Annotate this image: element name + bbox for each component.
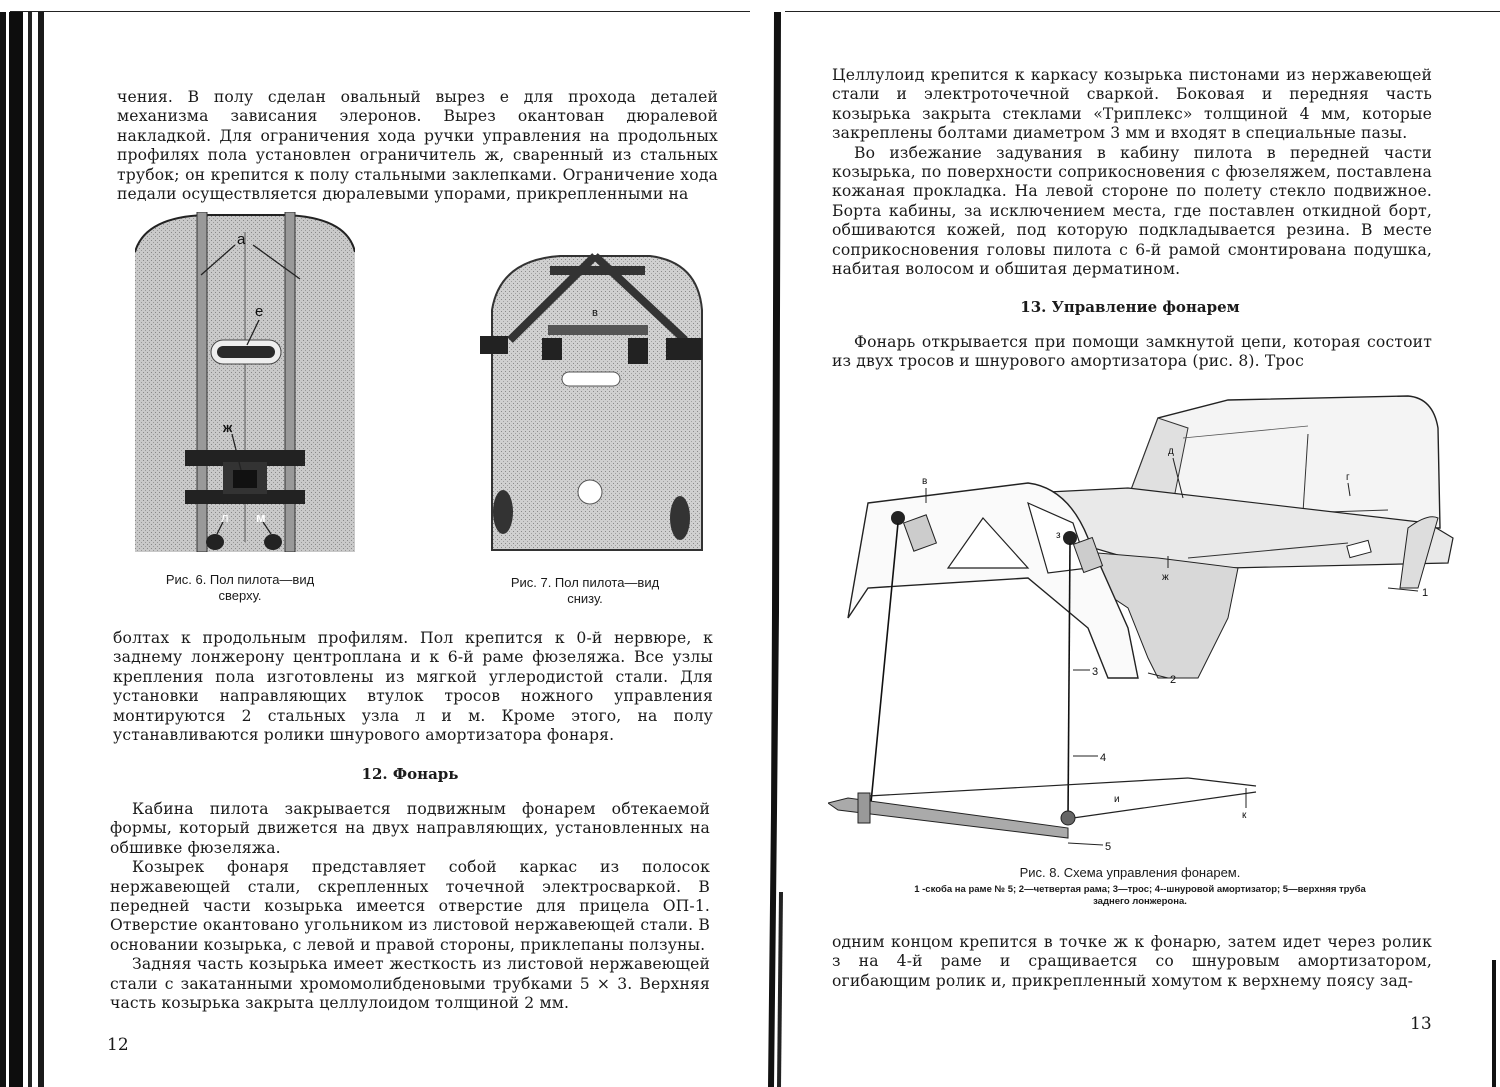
figure-8-label-d: д bbox=[1168, 446, 1174, 457]
figure-6-caption-line2: сверху. bbox=[218, 588, 262, 603]
figure-8-label-i: и bbox=[1114, 794, 1120, 805]
left-section-body bbox=[110, 800, 710, 1013]
figure-6-label-l: л bbox=[221, 510, 229, 525]
figure-8-legend-line2: заднего лонжерона. bbox=[1093, 896, 1187, 907]
paragraph-text: Кабина пилота закрывается подвижным фонарем обтекаемой формы, который движется на двух направляющих, установленных на обшивке фюзеляжа. bbox=[110, 800, 710, 857]
figure-8-label-v: в bbox=[922, 476, 928, 487]
figure-8-legend bbox=[840, 884, 1440, 908]
figure-8-label-1: 1 bbox=[1422, 587, 1429, 599]
figure-6-photo bbox=[135, 212, 355, 552]
paragraph-text: Фонарь открывается при помощи замкнутой цепи, которая состоит из двух тросов и шнурового амортизатора (рис. 8). Трос bbox=[832, 333, 1432, 371]
figure-8-label-3: 3 bbox=[1092, 666, 1099, 678]
figure-6-caption-line1: Рис. 6. Пол пилота—вид bbox=[165, 572, 315, 587]
figure-8-legend-line1: 1 -скоба на раме № 5; 2—четвертая рама; 3—трос; 4--шнуровой амортизатор; 5—верхняя труба bbox=[914, 884, 1366, 895]
paragraph-text: Задняя часть козырька имеет жесткость из листовой нержавеющей стали с закатанными хромомолибденовыми трубками 5 × 3. Верхняя часть козырька закрыта целлулоидом толщиной 2 мм. bbox=[110, 955, 710, 1013]
figure-8-caption: Рис. 8. Схема управления фонарем. bbox=[1019, 865, 1241, 880]
figure-8-label-5: 5 bbox=[1105, 841, 1112, 853]
figure-7-photo bbox=[480, 250, 720, 555]
right-paragraph-bottom bbox=[832, 933, 1432, 991]
figure-8-label-k: к bbox=[1242, 810, 1247, 821]
figure-8-label-g: г bbox=[1346, 472, 1350, 483]
right-section-intro bbox=[832, 333, 1432, 372]
paragraph-text: чения. В полу сделан овальный вырез е для прохода деталей механизма зависания элеронов. Вырез окантован дюралевой накладкой. Для ограничения хода ручки управления на продольных профилях пола установлен ограничитель ж, сваренный из стальных трубок; он крепится к полу стальными заклепками. Ограничение хода педали осуществляется дюралевыми упорами, прикрепленными на bbox=[117, 88, 718, 204]
figure-6-label-a: а bbox=[237, 231, 246, 248]
figure-6-label-m: м bbox=[256, 510, 266, 525]
left-paragraph-middle bbox=[113, 629, 713, 745]
page-number-right: 13 bbox=[1410, 1014, 1432, 1034]
figure-8-diagram bbox=[828, 388, 1468, 858]
page-number-left: 12 bbox=[107, 1035, 129, 1055]
figure-7-caption bbox=[485, 575, 685, 607]
paragraph-text: болтах к продольным профилям. Пол крепится к 0-й нервюре, к заднему лонжерону центроплана и к 6-й раме фюзеляжа. Все узлы крепления пола изготовлены из мягкой углеродистой стали. Для установки направляющих втулок тросов ножного управления монтируются 2 стальных узла л и м. Кроме этого, на полу устанавливаются ролики шнурового амортизатора фонаря. bbox=[113, 629, 713, 745]
figure-8-label-zh: ж bbox=[1162, 572, 1169, 583]
right-page bbox=[760, 0, 1500, 1087]
left-paragraph-top bbox=[117, 88, 718, 204]
right-paragraphs-top bbox=[832, 66, 1432, 279]
figure-6-label-zh: ж bbox=[223, 420, 233, 435]
figure-8-label-z: з bbox=[1056, 530, 1061, 541]
figure-7-caption-line1: Рис. 7. Пол пилота—вид bbox=[510, 575, 660, 590]
figure-6-caption bbox=[140, 572, 340, 604]
paragraph-text: Целлулоид крепится к каркасу козырька пистонами из нержавеющей стали и электроточечной сваркой. Боковая и передняя часть козырька закрыта стеклами «Триплекс» толщиной 4 мм, которые закреплены болтами диаметром 3 мм и входят в специальные пазы. bbox=[832, 66, 1432, 143]
paragraph-text: Козырек фонаря представляет собой каркас из полосок нержавеющей стали, скрепленных точечной электросваркой. В передней части козырька имеется отверстие для прицела ОП-1. Отверстие окантовано угольником из листовой нержавеющей стали. В основании козырька, с левой и правой стороны, приклепаны ползуны. bbox=[110, 858, 710, 954]
figure-8-label-4: 4 bbox=[1100, 752, 1107, 764]
paragraph-text: Во избежание задувания в кабину пилота в передней части козырька, по поверхности соприкосновения с фюзеляжем, поставлена кожаная прокладка. На левой стороне по полету стекло подвижное. Борта кабины, за исключением места, где поставлен откидной борт, обшиваются кожей, под которую подкладывается резина. В месте соприкосновения головы пилота с 6-й рамой смонтирована подушка, набитая волосом и обшитая дерматином. bbox=[832, 143, 1432, 279]
section-heading-13: 13. Управление фонарем bbox=[1020, 298, 1240, 316]
figure-8-label-2: 2 bbox=[1170, 674, 1177, 686]
figure-7-label-v: в bbox=[592, 307, 598, 319]
section-heading-12: 12. Фонарь bbox=[361, 765, 459, 783]
figure-7-caption-line2: снизу. bbox=[567, 591, 603, 606]
paragraph-text: одним концом крепится в точке ж к фонарю, затем идет через ролик з на 4-й раме и сращивается со шнуровым амортизатором, огибающим ролик и, прикрепленный хомутом к верхнему поясу зад- bbox=[832, 933, 1432, 990]
figure-6-label-e: е bbox=[255, 303, 264, 320]
